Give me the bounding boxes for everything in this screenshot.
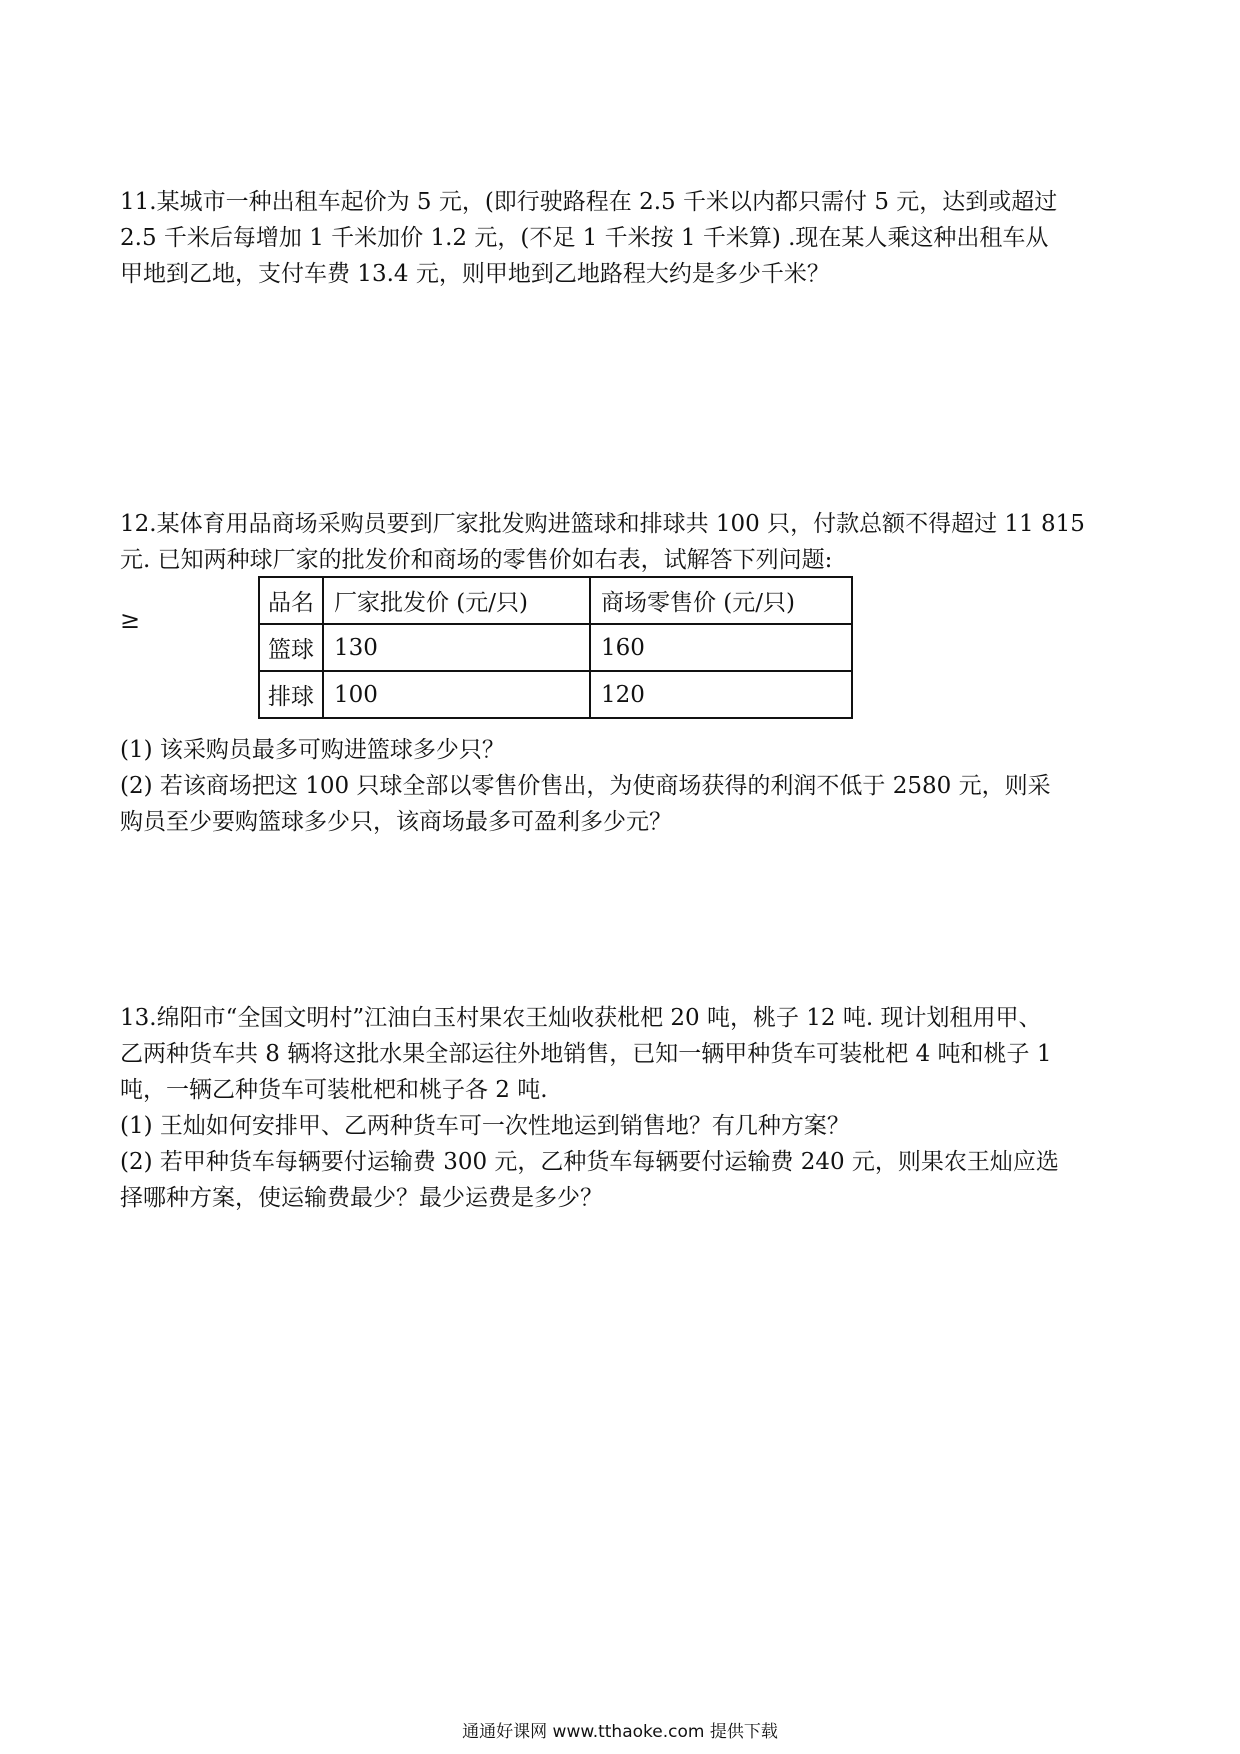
question-12-subline: (2) 若该商场把这 100 只球全部以零售价售出，为使商场获得的利润不低于 2580 元，则采 bbox=[120, 773, 1051, 799]
question-12-subline: (1) 该采购员最多可购进篮球多少只？ bbox=[120, 737, 505, 763]
question-12-line: 元. 已知两种球厂家的批发价和商场的零售价如右表，试解答下列问题: bbox=[120, 547, 833, 573]
price-table bbox=[258, 576, 853, 719]
table-cell: 篮球 bbox=[259, 624, 323, 671]
question-11 bbox=[120, 184, 1130, 292]
question-13 bbox=[120, 1000, 1130, 1216]
page-footer: 通通好课网 www.tthaoke.com 提供下载 bbox=[462, 1722, 778, 1742]
question-13-line: 13.绵阳市“全国文明村”江油白玉村果农王灿收获枇杷 20 吨，桃子 12 吨. 现计划租用甲、 bbox=[120, 1005, 1042, 1031]
table-cell: 100 bbox=[323, 671, 590, 718]
table-row bbox=[259, 624, 852, 671]
table-cell: 130 bbox=[323, 624, 590, 671]
question-12 bbox=[120, 506, 1130, 578]
question-13-line: (1) 王灿如何安排甲、乙两种货车可一次性地运到销售地？有几种方案？ bbox=[120, 1113, 850, 1139]
question-12-subquestions bbox=[120, 732, 1130, 840]
question-12-line: 12.某体育用品商场采购员要到厂家批发购进篮球和排球共 100 只，付款总额不得超过 11 815 bbox=[120, 511, 1085, 537]
question-13-line: 吨，一辆乙种货车可装枇杷和桃子各 2 吨. bbox=[120, 1077, 548, 1103]
greater-equal-symbol: ≥ bbox=[120, 606, 141, 634]
table-header-cell: 商场零售价 (元/只) bbox=[590, 577, 852, 624]
table-cell: 120 bbox=[590, 671, 852, 718]
table-cell: 160 bbox=[590, 624, 852, 671]
question-13-line: 乙两种货车共 8 辆将这批水果全部运往外地销售，已知一辆甲种货车可装枇杷 4 吨和桃子 1 bbox=[120, 1041, 1052, 1067]
question-13-line: (2) 若甲种货车每辆要付运输费 300 元，乙种货车每辆要付运输费 240 元，则果农王灿应选 bbox=[120, 1149, 1059, 1175]
question-11-line: 甲地到乙地，支付车费 13.4 元，则甲地到乙地路程大约是多少千米？ bbox=[120, 261, 830, 287]
question-11-line: 2.5 千米后每增加 1 千米加价 1.2 元，(不足 1 千米按 1 千米算) .现在某人乘这种出租车从 bbox=[120, 225, 1049, 251]
question-13-line: 择哪种方案，使运输费最少？最少运费是多少？ bbox=[120, 1185, 603, 1211]
question-12-subline: 购员至少要购篮球多少只，该商场最多可盈利多少元？ bbox=[120, 809, 672, 835]
question-11-line: 11.某城市一种出租车起价为 5 元，(即行驶路程在 2.5 千米以内都只需付 5 元，达到或超过 bbox=[120, 189, 1058, 215]
table-header-cell: 品名 bbox=[259, 577, 323, 624]
table-header-row bbox=[259, 577, 852, 624]
table-row bbox=[259, 671, 852, 718]
table-cell: 排球 bbox=[259, 671, 323, 718]
table-header-cell: 厂家批发价 (元/只) bbox=[323, 577, 590, 624]
